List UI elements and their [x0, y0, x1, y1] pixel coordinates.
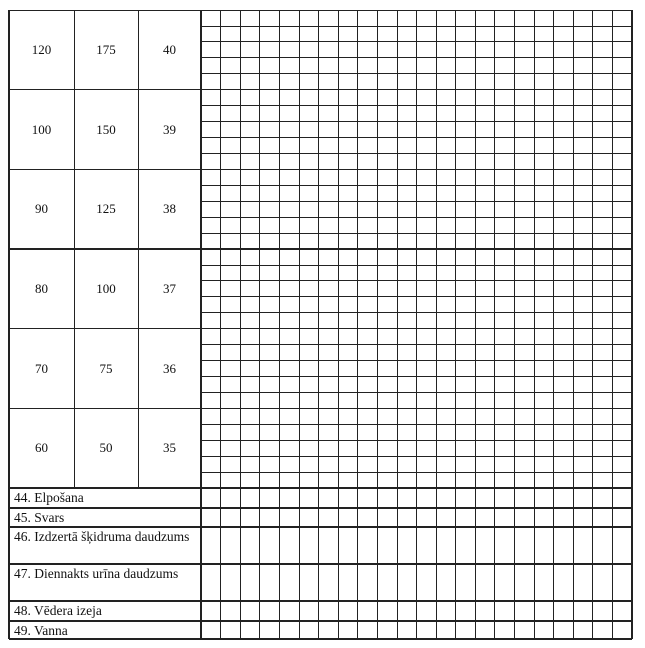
- pressure-value: 50: [99, 440, 113, 456]
- band-line: [9, 89, 632, 90]
- day-column-line: [514, 10, 515, 639]
- observation-row-label: 46. Izdzertā šķidruma daudzums: [14, 529, 190, 544]
- observation-row-line: [9, 620, 632, 621]
- day-column-line: [592, 10, 593, 639]
- day-column-line: [494, 10, 495, 639]
- pressure-value: 125: [96, 201, 116, 217]
- day-column-line: [416, 10, 417, 639]
- pulse-value: 70: [35, 360, 48, 376]
- day-column-line: [299, 10, 300, 639]
- day-column-line: [377, 10, 378, 639]
- scale-column-line: [138, 10, 139, 488]
- temperature-value: 38: [163, 201, 176, 217]
- observation-row-label: 47. Diennakts urīna daudzums: [14, 566, 179, 581]
- observation-row-line: [9, 526, 632, 527]
- band-line: [9, 169, 632, 170]
- pulse-value: 60: [35, 440, 48, 456]
- day-column-line: [573, 10, 574, 639]
- day-column-line: [455, 10, 456, 639]
- day-column-line: [357, 10, 358, 639]
- day-column-line: [475, 10, 476, 639]
- pulse-value: 100: [31, 121, 52, 137]
- pulse-value: 90: [35, 201, 48, 217]
- temperature-value: 37: [163, 280, 176, 296]
- day-column-line: [338, 10, 339, 639]
- grid-start-line: [200, 10, 201, 639]
- day-column-line: [397, 10, 398, 639]
- temperature-value: 35: [163, 440, 176, 456]
- pressure-value: 75: [99, 360, 113, 376]
- temperature-value: 39: [163, 121, 176, 137]
- observation-row-label: 44. Elpošana: [14, 490, 84, 505]
- band-line: [9, 328, 632, 329]
- observation-row-line: [9, 487, 632, 488]
- day-column-line: [279, 10, 280, 639]
- pressure-value: 175: [96, 41, 116, 57]
- observation-row-line: [9, 600, 632, 601]
- observation-row-line: [9, 563, 632, 564]
- day-column-line: [534, 10, 535, 639]
- left-border: [8, 10, 9, 639]
- band-line: [9, 248, 632, 249]
- day-column-line: [318, 10, 319, 639]
- scale-column-line: [74, 10, 75, 488]
- band-line: [9, 408, 632, 409]
- right-border: [631, 10, 632, 639]
- band-line: [9, 10, 632, 11]
- pressure-value: 150: [96, 121, 116, 137]
- day-column-line: [436, 10, 437, 639]
- observation-row-label: 45. Svars: [14, 510, 65, 525]
- temperature-value: 40: [163, 41, 176, 57]
- day-column-line: [612, 10, 613, 639]
- pulse-value: 120: [31, 41, 52, 57]
- day-column-line: [240, 10, 241, 639]
- observation-row-label: 48. Vēdera izeja: [14, 603, 102, 618]
- day-column-line: [259, 10, 260, 639]
- temperature-value: 36: [163, 360, 176, 376]
- observation-row-line: [9, 638, 632, 639]
- observation-row-line: [9, 507, 632, 508]
- day-column-line: [220, 10, 221, 639]
- pulse-value: 80: [35, 280, 48, 296]
- observation-row-label: 49. Vanna: [14, 623, 68, 638]
- day-column-line: [553, 10, 554, 639]
- pressure-value: 100: [96, 280, 116, 296]
